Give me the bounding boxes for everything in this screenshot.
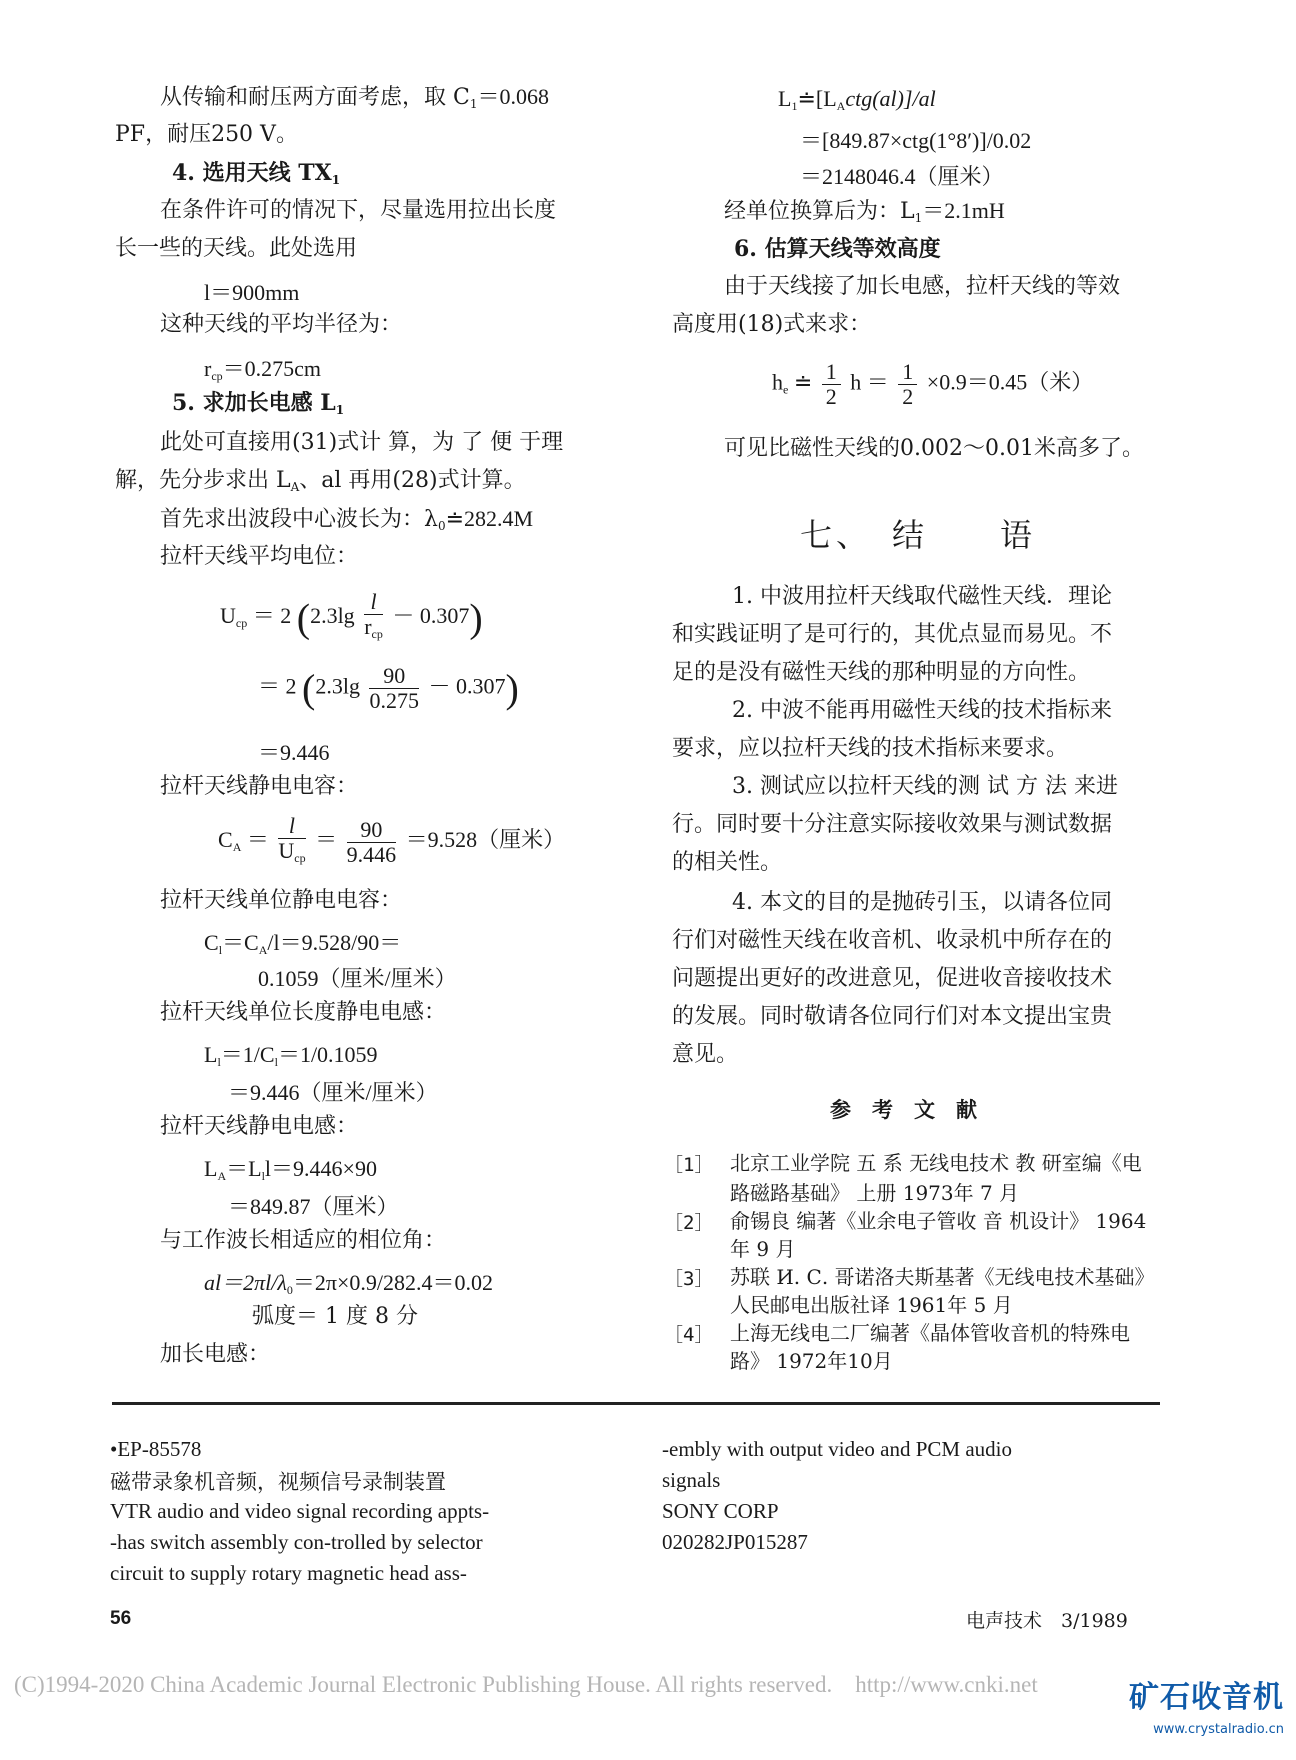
paragraph-method-2 [115,468,526,500]
conclusion-4-line5: 意见。 [672,1042,739,1067]
patent-text: VTR audio and video signal recording appts- [110,1499,490,1523]
denominator: 2 [902,384,914,409]
fraction [898,360,917,409]
reference-text: 北京工业学院 五 系 无线电技术 教 研室编《电 [730,1151,1142,1175]
conclusion-4: 4. 本文的目的是抛砖引玉，以请各位同 [732,890,1112,915]
text: 从传输和耐压两方面考虑，取 C [160,85,470,110]
reference-label: ［4］ [664,1324,714,1346]
numerator: 90 [347,818,397,843]
patent-text: -has switch assembly con-trolled by selector [110,1530,483,1554]
text: U [278,838,295,863]
subscript: 0 [286,1283,293,1297]
subscript: A [217,1169,227,1183]
subscript: 1 [335,403,345,417]
conclusion-2-line2: 要求，应以拉杆天线的技术指标来要求。 [672,736,1069,761]
text: ＝ 2 [258,673,297,699]
subscript: l [274,1055,278,1069]
patent-id: •EP-85578 [110,1437,202,1461]
heading-4 [172,160,340,193]
watermark-url: www.crystalradio.cn [1153,1722,1284,1737]
text: ≐[L [797,86,837,111]
reference-text: 人民邮电出版社译 1961年 5 月 [730,1293,1013,1317]
subscript: l [218,943,223,957]
paragraph-static-inductance: 拉杆天线静电电感： [160,1114,359,1139]
text: h [772,369,783,395]
denominator: 0.275 [369,688,419,713]
conclusion-4-line3: 问题提出更好的改进意见，促进收音接收技术 [672,966,1113,991]
reference-label: ［2］ [664,1212,714,1234]
paragraph-unit-inductance: 拉杆天线单位长度静电电感： [160,1000,447,1025]
equation-l1-2: ＝[849.87×ctg(1°8′)]/0.02 [800,128,1032,153]
paren-open: ( [296,595,311,641]
subscript: A [258,943,268,957]
text: ＝2π×0.9/282.4＝0.02 [292,1270,494,1295]
conclusion-1-line2: 和实践证明了是可行的，其优点显而易见。不 [672,622,1113,647]
subscript: 1 [331,173,341,187]
paragraph-unit-conversion [724,198,1005,231]
fraction [822,360,841,409]
text: ＝C [222,930,259,955]
numerator: l [278,814,305,839]
text: － 0.307 [392,603,470,629]
watermark-logo [1100,1666,1290,1758]
numerator: 1 [898,360,917,385]
text: ＝9.528（厘米） [405,827,566,853]
equation-ucp-2 [258,664,519,713]
paragraph-capacitance: 拉杆天线静电电容： [160,774,359,799]
numerator: 1 [822,360,841,385]
numerator: 90 [369,664,419,689]
paren-close: ) [469,595,483,641]
conclusion-1-line3: 足的是没有磁性天线的那种明显的方向性。 [672,660,1091,685]
subscript: cp [371,627,383,641]
paren-open: ( [302,666,316,711]
paragraph-voltage: PF，耐压250 V。 [115,122,298,147]
reference-text: 上海无线电二厂编著《晶体管收音机的特殊电 [730,1321,1130,1345]
equation-al-2: 弧度＝ 1 度 8 分 [252,1304,418,1329]
text: 2.3lg [315,673,360,699]
patent-title-cn: 磁带录象机音频，视频信号录制装置 [110,1470,446,1494]
subscript: cp [211,369,223,383]
reference-label: ［3］ [664,1268,714,1290]
subscript: 1 [791,99,798,113]
paragraph-effective-height: 由于天线接了加长电感，拉杆天线的等效 [724,274,1121,299]
text: l＝9.446×90 [264,1156,377,1181]
patent-text: signals [662,1468,721,1492]
equation-l1-3: ＝2148046.4（厘米） [800,164,1004,189]
equation-ca [218,814,565,870]
equation-ll-1 [204,1038,378,1070]
text: ＝ [246,827,269,853]
patent-number: 020282JP015287 [662,1530,808,1554]
journal-issue: 电声技术 3/1989 [966,1610,1128,1632]
text: r [364,614,372,639]
fraction [347,818,397,867]
paragraph-capacitor [160,84,549,117]
text: L [778,86,792,111]
text: C [204,930,219,955]
paragraph-unit-capacitance: 拉杆天线单位静电电容： [160,888,403,913]
patent-text: -embly with output video and PCM audio [662,1437,1012,1461]
text: h ＝ [850,369,889,395]
subscript: cp [294,851,306,865]
text: ＝ 2 [252,603,292,629]
heading-text: 4. 选用天线 TX [172,160,332,186]
text: ×0.9＝0.45（米） [926,369,1094,395]
conclusion-4-line2: 行们对磁性天线在收音机、收录机中所存在的 [672,928,1113,953]
text: al＝2πl/λ [204,1270,287,1295]
text: 解，先分步求出 L [115,468,291,493]
text: ＝0.275cm [222,356,322,381]
text: ctg(al)]/al [845,86,936,111]
paragraph-potential: 拉杆天线平均电位： [160,544,359,569]
text: ＝1/0.1059 [277,1042,378,1067]
conclusion-3: 3. 测试应以拉杆天线的测 试 方 法 来进 [732,774,1118,799]
equation-he [772,360,1093,409]
paragraph-effective-height-2: 高度用(18)式来求： [672,312,872,337]
equation-ucp-1 [220,590,483,646]
paragraph-radius: 这种天线的平均半径为： [160,312,403,337]
heading-5 [172,390,344,423]
conclusion-3-line2: 行。同时要十分注意实际接收效果与测试数据 [672,812,1113,837]
paragraph-method: 此处可直接用(31)式计 算，为 了 便 于理 [160,430,564,455]
reference-text: 俞锡良 编著《业余电子管收 音 机设计》 1964 [730,1209,1147,1233]
subscript: A [836,99,846,113]
text: ＝1/C [220,1042,275,1067]
watermark-text: 矿石收音机 [1129,1680,1284,1715]
equation-la-2: ＝849.87（厘米） [228,1194,399,1219]
text: r [204,356,212,381]
subscript: 0 [437,519,446,533]
subscript: e [783,382,789,397]
reference-text: 年 9 月 [730,1237,796,1261]
text: L [204,1156,218,1181]
equation-radius [204,352,321,384]
text: /l＝9.528/90＝ [267,930,402,955]
paragraph-loading-inductance: 加长电感： [160,1342,271,1367]
subscript: 1 [914,211,923,225]
subscript: cp [235,616,248,631]
heading-text: 5. 求加长电感 L [172,390,336,416]
reference-text: 路》 1972年10月 [730,1349,893,1373]
section-title: 七、 结 语 [800,516,1037,554]
equation-ll-2: ＝9.446（厘米/厘米） [228,1080,438,1105]
text: － 0.307 [428,673,506,699]
reference-text: 苏联 И. С. 哥诺洛夫斯基著《无线电技术基础》 [730,1265,1155,1289]
denominator: 2 [825,384,837,409]
text: ＝L [226,1156,262,1181]
equation-la-1 [204,1152,377,1184]
paren-close: ) [505,666,519,711]
conclusion-1: 1. 中波用拉杆天线取代磁性天线．理论 [732,584,1112,609]
paragraph-antenna-2: 长一些的天线。此处选用 [115,236,358,261]
equation-al-1 [204,1266,493,1298]
paragraph-antenna: 在条件许可的情况下，尽量选用拉出长度 [160,198,557,223]
paragraph-comparison: 可见比磁性天线的0.002～0.01米高多了。 [724,436,1144,461]
text: ＝2.1mH [922,198,1005,223]
text: 经单位换算后为：L [724,199,915,224]
fraction [364,590,383,646]
copyright-notice: (C)1994-2020 China Academic Journal Electronic Publishing House. All rights reserved. http://www.cnki.net [14,1672,1038,1697]
subscript: A [290,480,300,494]
patent-text: circuit to supply rotary magnetic head ass- [110,1561,467,1585]
denominator [278,839,305,870]
paragraph-phase-angle: 与工作波长相适应的相位角： [160,1228,447,1253]
text: U [220,603,236,629]
text: ≐ [793,369,813,395]
text: 2.3lg [310,603,355,629]
reference-label: ［1］ [664,1154,714,1176]
fraction [369,664,419,713]
references-title: 参 考 文 献 [830,1097,977,1122]
equation-l1-1 [778,86,936,114]
text: ＝ [315,827,338,853]
fraction [278,814,305,870]
subscript: 1 [469,97,478,111]
paragraph-wavelength [160,506,533,539]
text: ≐282.4M [445,506,534,531]
conclusion-4-line4: 的发展。同时敬请各位同行们对本文提出宝贵 [672,1004,1113,1029]
numerator: l [364,590,383,615]
text: 首先求出波段中心波长为：λ [160,507,438,532]
denominator: 9.446 [346,841,397,867]
subscript: l [261,1169,265,1183]
heading-6: 6. 估算天线等效高度 [734,236,941,262]
page-number: 56 [110,1608,132,1629]
text: 、al 再用(28)式计算。 [299,468,526,493]
equation-length: l＝900mm [204,280,300,305]
reference-text: 路磁路基础》 上册 1973年 7 月 [730,1181,1020,1205]
equation-cl-1 [204,926,401,958]
denominator [364,615,383,646]
conclusion-3-line3: 的相关性。 [672,850,783,875]
equation-cl-2: 0.1059（厘米/厘米） [258,966,457,991]
patent-company: SONY CORP [662,1499,779,1523]
conclusion-2: 2. 中波不能再用磁性天线的技术指标来 [732,698,1112,723]
text: ＝0.068 [477,84,549,109]
subscript: l [217,1055,221,1069]
subscript: A [232,840,242,855]
text: C [218,827,233,853]
horizontal-divider [112,1402,1160,1405]
text: L [204,1042,218,1067]
equation-ucp-3: ＝9.446 [258,740,330,765]
